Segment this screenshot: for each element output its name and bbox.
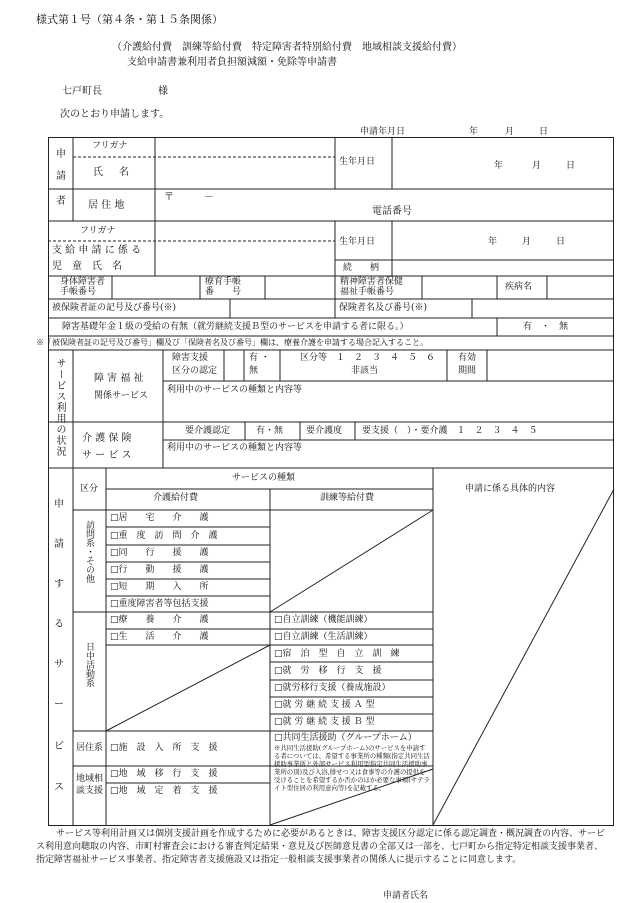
welfare-service-label-2: 関係サービス — [94, 391, 149, 401]
visit-item-5[interactable]: □短 期 入 所 — [110, 582, 209, 592]
applicant-address-label: 居 住 地 — [88, 200, 125, 211]
support-class-numbers: 区分等 １ ２ ３ ４ ５ ６ — [300, 353, 436, 363]
services-side-3: す — [54, 579, 64, 590]
day-train-item-2[interactable]: □自立訓練（生活訓練） — [274, 632, 373, 642]
services-side-7: ビ — [54, 741, 64, 752]
applicant-furigana-label: フリガナ — [92, 141, 128, 151]
support-class-label-1: 障害支援 — [172, 353, 209, 363]
support-mu: 無 — [249, 366, 259, 376]
application-date-day: 日 — [539, 127, 549, 137]
applicant-side-3: 者 — [56, 196, 66, 207]
regional-item-1[interactable]: □地 域 移 行 支 援 — [110, 769, 218, 779]
day-train-item-1[interactable]: □自立訓練（機能訓練） — [274, 615, 373, 625]
addressee-sama: 様 — [158, 86, 168, 97]
mental-cert-label-1: 精神障害者保健 — [340, 277, 404, 287]
kubun-header: 区分 — [80, 484, 99, 494]
applicant-postal: 〒 － — [164, 192, 214, 203]
consent-text: サービス等利用計画又は個別支援計画を作成するために必要があるときは、障害支援区分認定に係る認定調査・概況調査の内容、サービス利用意向聴取の内容、市町村審査会における審査判定結果・意見及び医師意見書の全部又は一部を、七戸町から指定特定相談支援事業者、指定障害福祉サービス事業者、指定障害者支援施設又は指定一般相談支援事業者の関係人に提示することに同意します。 — [36, 829, 606, 866]
rehab-cert-label-2: 番 号 — [205, 287, 242, 297]
day-care-item-2[interactable]: □生 活 介 護 — [110, 632, 209, 642]
regional-group-label: 地域相談支援 — [76, 774, 104, 796]
child-birth-year: 年 — [488, 237, 498, 247]
application-date-year: 年 — [469, 127, 479, 137]
care-benefit-header: 介護給付費 — [153, 493, 199, 503]
child-relation-label: 続 柄 — [343, 263, 380, 273]
home-group-label: 居住系 — [76, 743, 104, 753]
pension-answer: 有 ・ 無 — [523, 322, 569, 332]
mental-cert-label-2: 福祉手帳番号 — [340, 287, 395, 297]
intro-text: 次のとおり申請します。 — [60, 109, 170, 120]
applicant-birthdate-label: 生年月日 — [339, 157, 376, 167]
regional-item-2[interactable]: □地 域 定 着 支 援 — [110, 786, 218, 796]
applicant-side-2: 請 — [56, 171, 66, 182]
services-side-2: 請 — [54, 539, 64, 550]
day-train-item-6[interactable]: □就 労 継 続 支 援 Ａ 型 — [274, 700, 375, 710]
welfare-service-label-1: 障 害 福 祉 — [94, 373, 144, 384]
visit-item-2[interactable]: □重 度 訪 問 介 護 — [110, 531, 218, 541]
status-side-label: サービス利用の状況 — [54, 358, 65, 457]
valid-period-label-2: 期間 — [458, 366, 477, 376]
applicant-birth-year: 年 — [494, 161, 504, 171]
day-train-item-7[interactable]: □就 労 継 続 支 援 Ｂ 型 — [274, 717, 375, 727]
application-date-month: 月 — [505, 127, 515, 137]
child-birth-day: 日 — [556, 237, 566, 247]
home-care-item[interactable]: □施 設 入 所 支 援 — [110, 743, 218, 753]
applicant-birth-day: 日 — [566, 161, 576, 171]
care-levels: 要支援（ ）・要介護 １ ２ ３ ４ ５ — [362, 426, 538, 436]
addressee-town: 七戸町長 — [62, 86, 102, 97]
welfare-in-use-label: 利用中のサービスの種類と内容等 — [167, 385, 303, 395]
visit-item-4[interactable]: □行 動 援 護 — [110, 565, 209, 575]
day-group-label: 日中活動系 — [84, 642, 94, 687]
day-care-item-1[interactable]: □療 養 介 護 — [110, 615, 209, 625]
child-birthdate-label: 生年月日 — [339, 237, 376, 247]
grouphome-item[interactable]: □共同生活援助（グループホーム） — [274, 733, 417, 743]
visit-group-label: 訪問系・その他 — [84, 520, 94, 583]
child-furigana-label: フリガナ — [80, 226, 116, 236]
support-yu: 有 ・ — [249, 353, 270, 363]
grouphome-note: ※共同生活援助(グループホーム)のサービスを申請する者については、希望する事業所の種類(指定共同生活援助事業所と外部サービス利用型指定共同生活援助事業所の別)及び入浴,排せつ又は食事等の介護の提供を受けることを希望するか否かのほか必要な事項(サテライト型住居の利用意向等)を記載する。 — [274, 744, 430, 792]
care-level-label: 要介護度 — [306, 426, 343, 436]
day-train-item-3[interactable]: □宿 泊 型 自 立 訓 練 — [274, 649, 400, 659]
child-birth-month: 月 — [522, 237, 532, 247]
physical-cert-label-1: 身体障害者 — [60, 277, 106, 287]
form-heading-line1: （介護給付費 訓練等給付費 特定障害者特別給付費 地域相談支援給付費） — [112, 42, 462, 53]
applicant-side-1: 申 — [56, 149, 66, 160]
support-class-label-2: 区分の認定 — [172, 366, 218, 376]
day-train-item-5[interactable]: □就労移行支援（養成施設） — [274, 683, 391, 693]
support-not-applicable: 非該当 — [351, 366, 379, 376]
service-kind-header: サービスの種類 — [232, 473, 296, 483]
disease-label: 疾病名 — [505, 282, 533, 292]
applicant-name-label: 氏 名 — [93, 167, 132, 178]
rehab-cert-label-1: 療育手帳 — [205, 277, 242, 287]
applicant-birth-month: 月 — [532, 161, 542, 171]
valid-period-label-1: 有効 — [458, 353, 477, 363]
insurance-number-label: 被保険者証の記号及び番号(※) — [52, 303, 177, 313]
applicant-phone-label: 電話番号 — [372, 206, 412, 217]
training-benefit-header: 訓練等給付費 — [320, 493, 375, 503]
physical-cert-label-2: 手帳番号 — [60, 287, 97, 297]
insurance-note: ※「被保険者証の記号及び番号」欄及び「保険者名及び番号」欄は、療養介護を申請する場合記入すること。 — [36, 338, 428, 347]
services-side-5: サ — [54, 659, 64, 670]
detail-header: 申請に係る具体的内容 — [465, 484, 556, 494]
visit-item-6[interactable]: □重度障害者等包括支援 — [110, 599, 209, 609]
visit-item-1[interactable]: □居 宅 介 護 — [110, 513, 209, 523]
care-cert-yumu: 有・無 — [256, 426, 284, 436]
care-insurance-label-2: サ ー ビ ス — [82, 450, 132, 461]
pension-question: 障害基礎年金１級の受給の有無（就労継続支援Ｂ型のサービスを申請する者に限る。） — [62, 322, 409, 332]
form-heading-line2: 支給申請書兼利用者負担額減額・免除等申請書 — [127, 57, 337, 68]
care-in-use-label: 利用中のサービスの種類と内容等 — [167, 443, 303, 453]
care-insurance-label-1: 介 護 保 険 — [82, 433, 132, 444]
application-date-label: 申請年月日 — [360, 127, 406, 137]
visit-item-3[interactable]: □同 行 援 護 — [110, 548, 209, 558]
care-cert-label: 要介護認定 — [185, 426, 231, 436]
services-side-6: ー — [54, 699, 64, 710]
signature-label: 申請者氏名 — [383, 891, 429, 901]
services-side-8: ス — [54, 782, 64, 793]
form-number: 様式第１号（第４条・第１５条関係） — [36, 13, 223, 26]
day-train-item-4[interactable]: □就 労 移 行 支 援 — [274, 666, 382, 676]
insurer-label: 保険者名及び番号(※) — [339, 303, 428, 313]
services-side-4: る — [54, 619, 64, 630]
child-name-label-2: 児 童 氏 名 — [52, 261, 122, 272]
child-name-label-1: 支 給 申 請 に 係 る — [52, 245, 142, 256]
services-side-1: 申 — [54, 499, 64, 510]
